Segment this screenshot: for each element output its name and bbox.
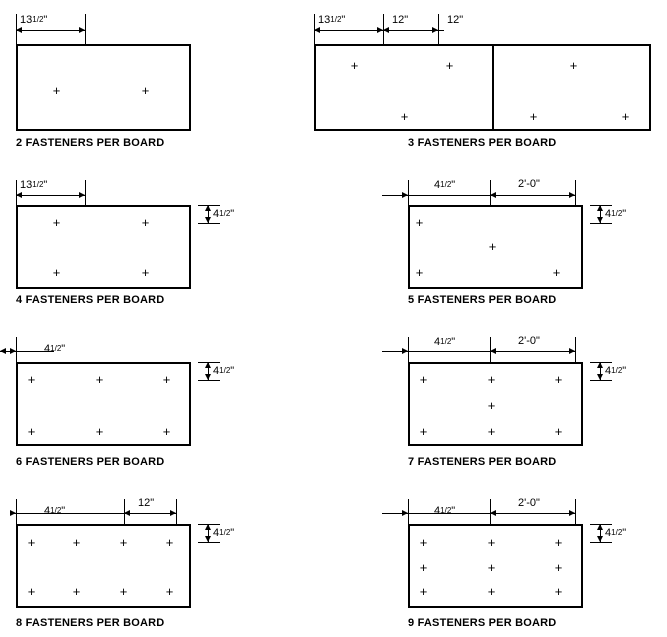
- dim-line: [10, 513, 176, 514]
- dim-arrow-down-icon: [597, 374, 603, 380]
- dim-extension-line: [408, 180, 409, 208]
- panel-caption: 6 FASTENERS PER BOARD: [16, 456, 165, 468]
- board-rect: [16, 205, 191, 289]
- fastener-mark: [620, 111, 631, 122]
- fastener-mark: [528, 111, 539, 122]
- dim-line: [382, 513, 575, 514]
- dim-label: 2'-0": [518, 178, 540, 190]
- dim-arrow-left-icon: [490, 510, 496, 516]
- fastener-mark: [486, 537, 497, 548]
- dim-arrow-right-icon: [79, 27, 85, 33]
- dim-arrow-down-icon: [205, 374, 211, 380]
- dim-label: 41/2": [213, 208, 235, 220]
- fastener-mark: [486, 562, 497, 573]
- board-divider-line: [492, 44, 494, 131]
- dim-extension-line: [85, 14, 86, 46]
- fastener-mark: [444, 60, 455, 71]
- fastener-mark: [486, 400, 497, 411]
- dim-arrow-left-icon: [490, 192, 496, 198]
- dim-label: 41/2": [434, 505, 456, 517]
- fastener-mark: [553, 537, 564, 548]
- dim-label: 131/2": [20, 179, 48, 191]
- panel-caption: 9 FASTENERS PER BOARD: [408, 617, 557, 629]
- dim-extension-line: [575, 180, 576, 208]
- dim-label: 131/2": [20, 14, 48, 26]
- dim-label: 41/2": [605, 365, 627, 377]
- fastener-mark: [26, 537, 37, 548]
- fastener-mark: [140, 85, 151, 96]
- dim-arrow-right-icon: [10, 348, 16, 354]
- dim-extension-line: [85, 180, 86, 208]
- dim-label: 41/2": [605, 208, 627, 220]
- dim-arrow-right-icon: [170, 510, 176, 516]
- dim-arrow-left-icon: [16, 192, 22, 198]
- dim-label: 12": [392, 14, 409, 26]
- dim-arrow-right-icon: [432, 27, 438, 33]
- fastener-mark: [418, 562, 429, 573]
- panel-caption: 7 FASTENERS PER BOARD: [408, 456, 557, 468]
- dim-extension-line: [198, 542, 220, 543]
- board-rect: [314, 44, 651, 131]
- fastener-mark: [418, 537, 429, 548]
- fastener-mark: [161, 426, 172, 437]
- dim-arrow-left-icon: [124, 510, 130, 516]
- fastener-mark: [26, 426, 37, 437]
- fastener-mark: [349, 60, 360, 71]
- panel-caption: 8 FASTENERS PER BOARD: [16, 617, 165, 629]
- fastener-mark: [553, 562, 564, 573]
- panel-caption: 2 FASTENERS PER BOARD: [16, 137, 165, 149]
- dim-arrow-left-icon: [383, 27, 389, 33]
- dim-arrow-up-icon: [597, 524, 603, 530]
- dim-extension-line: [575, 499, 576, 527]
- dim-arrow-up-icon: [205, 524, 211, 530]
- dim-extension-line: [198, 223, 220, 224]
- fastener-mark: [51, 267, 62, 278]
- dim-label: 41/2": [434, 179, 456, 191]
- fastener-mark: [418, 426, 429, 437]
- fastener-mark: [487, 241, 498, 252]
- fastener-mark: [26, 586, 37, 597]
- fastener-mark: [486, 426, 497, 437]
- dim-extension-line: [590, 542, 612, 543]
- fastener-mark: [140, 267, 151, 278]
- dim-arrow-down-icon: [205, 217, 211, 223]
- dim-label: 131/2": [318, 14, 346, 26]
- dim-label: 41/2": [605, 527, 627, 539]
- fastener-mark: [553, 426, 564, 437]
- dim-label: 2'-0": [518, 335, 540, 347]
- dim-extension-line: [590, 223, 612, 224]
- dim-arrow-up-icon: [205, 205, 211, 211]
- fastener-mark: [71, 586, 82, 597]
- dim-line: [16, 195, 85, 196]
- dim-arrow-right-icon: [569, 348, 575, 354]
- dim-arrow-right-icon: [569, 510, 575, 516]
- dim-label: 41/2": [213, 365, 235, 377]
- fastener-mark: [26, 374, 37, 385]
- fastener-mark: [553, 586, 564, 597]
- dim-label: 2'-0": [518, 497, 540, 509]
- fastener-mark: [399, 111, 410, 122]
- fastener-mark: [51, 217, 62, 228]
- panel-caption: 5 FASTENERS PER BOARD: [408, 294, 557, 306]
- panel-caption: 4 FASTENERS PER BOARD: [16, 294, 165, 306]
- dim-arrow-left-icon: [16, 27, 22, 33]
- fastener-mark: [51, 85, 62, 96]
- fastener-mark: [94, 374, 105, 385]
- dim-label: 41/2": [44, 343, 66, 355]
- dim-label: 12": [138, 497, 155, 509]
- dim-extension-line: [198, 380, 220, 381]
- dim-arrow-right-icon: [10, 510, 16, 516]
- dim-line: [16, 30, 85, 31]
- dim-arrow-up-icon: [205, 362, 211, 368]
- dim-arrow-right-icon: [569, 192, 575, 198]
- dim-arrow-down-icon: [597, 536, 603, 542]
- dim-arrow-right-icon: [402, 192, 408, 198]
- dim-extension-line: [575, 337, 576, 365]
- dim-arrow-right-icon: [79, 192, 85, 198]
- fastener-mark: [553, 374, 564, 385]
- dim-arrow-right-icon: [402, 510, 408, 516]
- fastener-mark: [164, 586, 175, 597]
- fastener-mark: [140, 217, 151, 228]
- fastener-mark: [94, 426, 105, 437]
- dim-label: 41/2": [44, 505, 66, 517]
- fastener-mark: [568, 60, 579, 71]
- dim-extension-line: [590, 380, 612, 381]
- fastener-mark: [551, 267, 562, 278]
- fastener-mark: [164, 537, 175, 548]
- fastener-mark: [414, 267, 425, 278]
- fastener-mark: [118, 586, 129, 597]
- dim-arrow-up-icon: [597, 362, 603, 368]
- dim-label: 41/2": [213, 527, 235, 539]
- fastener-mark: [486, 586, 497, 597]
- panel-caption: 3 FASTENERS PER BOARD: [408, 137, 557, 149]
- dim-arrow-left-icon: [0, 348, 6, 354]
- dim-arrow-left-icon: [314, 27, 320, 33]
- dim-arrow-right-icon: [402, 348, 408, 354]
- fastener-mark: [414, 217, 425, 228]
- dim-arrow-down-icon: [597, 217, 603, 223]
- dim-arrow-up-icon: [597, 205, 603, 211]
- dim-line: [382, 351, 575, 352]
- dim-extension-line: [176, 499, 177, 527]
- dim-arrow-left-icon: [490, 348, 496, 354]
- fastener-mark: [418, 586, 429, 597]
- fastener-mark: [71, 537, 82, 548]
- fastener-mark: [486, 374, 497, 385]
- dim-label: 41/2": [434, 336, 456, 348]
- dim-line: [382, 195, 575, 196]
- board-rect: [16, 44, 191, 131]
- dim-label: 12": [447, 14, 464, 26]
- fastener-mark: [418, 374, 429, 385]
- fastener-mark: [118, 537, 129, 548]
- fastener-mark: [161, 374, 172, 385]
- dim-arrow-down-icon: [205, 536, 211, 542]
